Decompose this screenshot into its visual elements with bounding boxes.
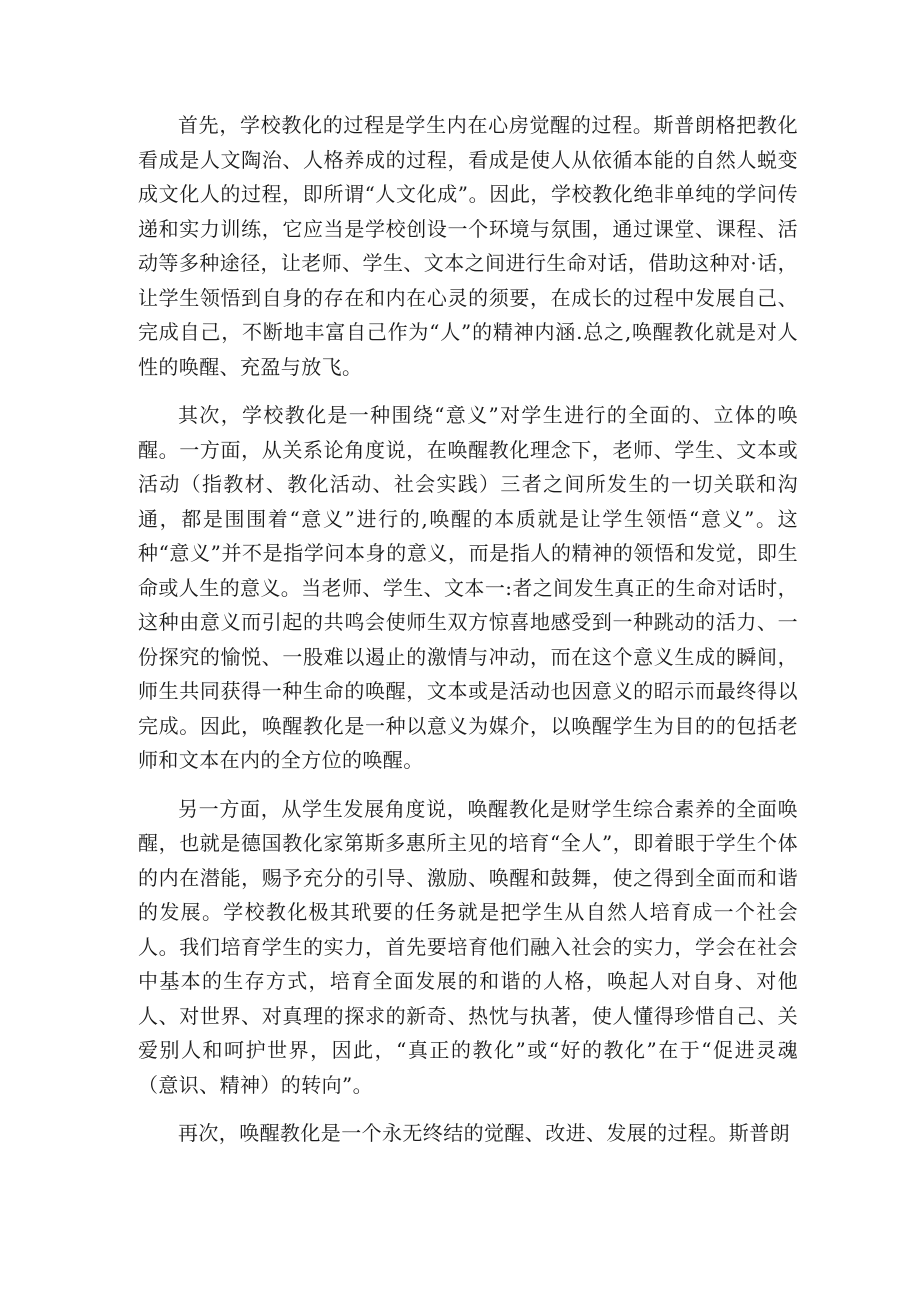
paragraph-fourth: 再次，唤醒教化是一个永无终结的觉醒、改进、发展的过程。斯普朗 bbox=[178, 1121, 790, 1145]
paragraph-first: 首先，学校教化的过程是学生内在心房觉醒的过程。斯普朗格把教化看成是人文陶治、人格养成的过程，看成是使人从依循本能的自然人蜕变成文化人的过程，即所谓“人文化成”。因此，学校教化绝非单纯的学问传递和实力训练，它应当是学校创设一个环境与氛围，通过课堂、课程、活动等多种途径，让老师、学生、文本之间进行生命对话，借助这种对·话，让学生领悟到自身的存在和内在心灵的须要，在成长的过程中发展自己、完成自己，不断地丰富自己作为“人”的精神内涵.总之,唤醒教化就是对人性的唤醒、充盈与放飞。 bbox=[138, 113, 798, 379]
paragraph-second: 其次，学校教化是一种围绕“意义”对学生进行的全面的、立体的唤醒。一方面，从关系论角度说，在唤醒教化理念下，老师、学生、文本或活动（指教材、教化活动、社会实践）三者之间所发生的一切关联和沟通，都是围围着“意义”进行的,唤醒的本质就是让学生领悟“意义”。这种“意义”并不是指学问本身的意义，而是指人的精神的领悟和发觉，即生命或人生的意义。当老师、学生、文本一:者之间发生真正的生命对话时，这种由意义而引起的共鸣会使师生双方惊喜地感受到一种跳动的活力、一份探究的愉悦、一股难以遏止的激情与冲动，而在这个意义生成的瞬间，师生共同获得一种生命的唤醒，文本或是活动也因意义的昭示而最终得以完成。因此，唤醒教化是一种以意义为媒介，以唤醒学生为目的的包括老师和文本在内的全方位的唤醒。 bbox=[138, 403, 798, 772]
document-page bbox=[138, 108, 798, 1165]
paragraph-third: 另一方面，从学生发展角度说，唤醒教化是财学生综合素养的全面唤醒，也就是德国教化家第斯多惠所主见的培育“全人”，即着眼于学生个体的内在潜能，赐予充分的引导、激励、唤醒和鼓舞，使之得到全面而和谐的发展。学校教化极其玳要的任务就是把学生从自然人培育成一个社会人。我们培育学生的实力，首先要培育他们融入社会的实力，学会在社会中基本的生存方式，培育全面发展的和谐的人格，唤起人对自身、对他人、对世界、对真理的探求的新奇、热忱与执著，使人懂得珍惜自己、关爱别人和呵护世界，因此，“真正的教化”或“好的教化”在于“促进灵魂（意识、精神）的转向”。 bbox=[138, 796, 798, 1097]
